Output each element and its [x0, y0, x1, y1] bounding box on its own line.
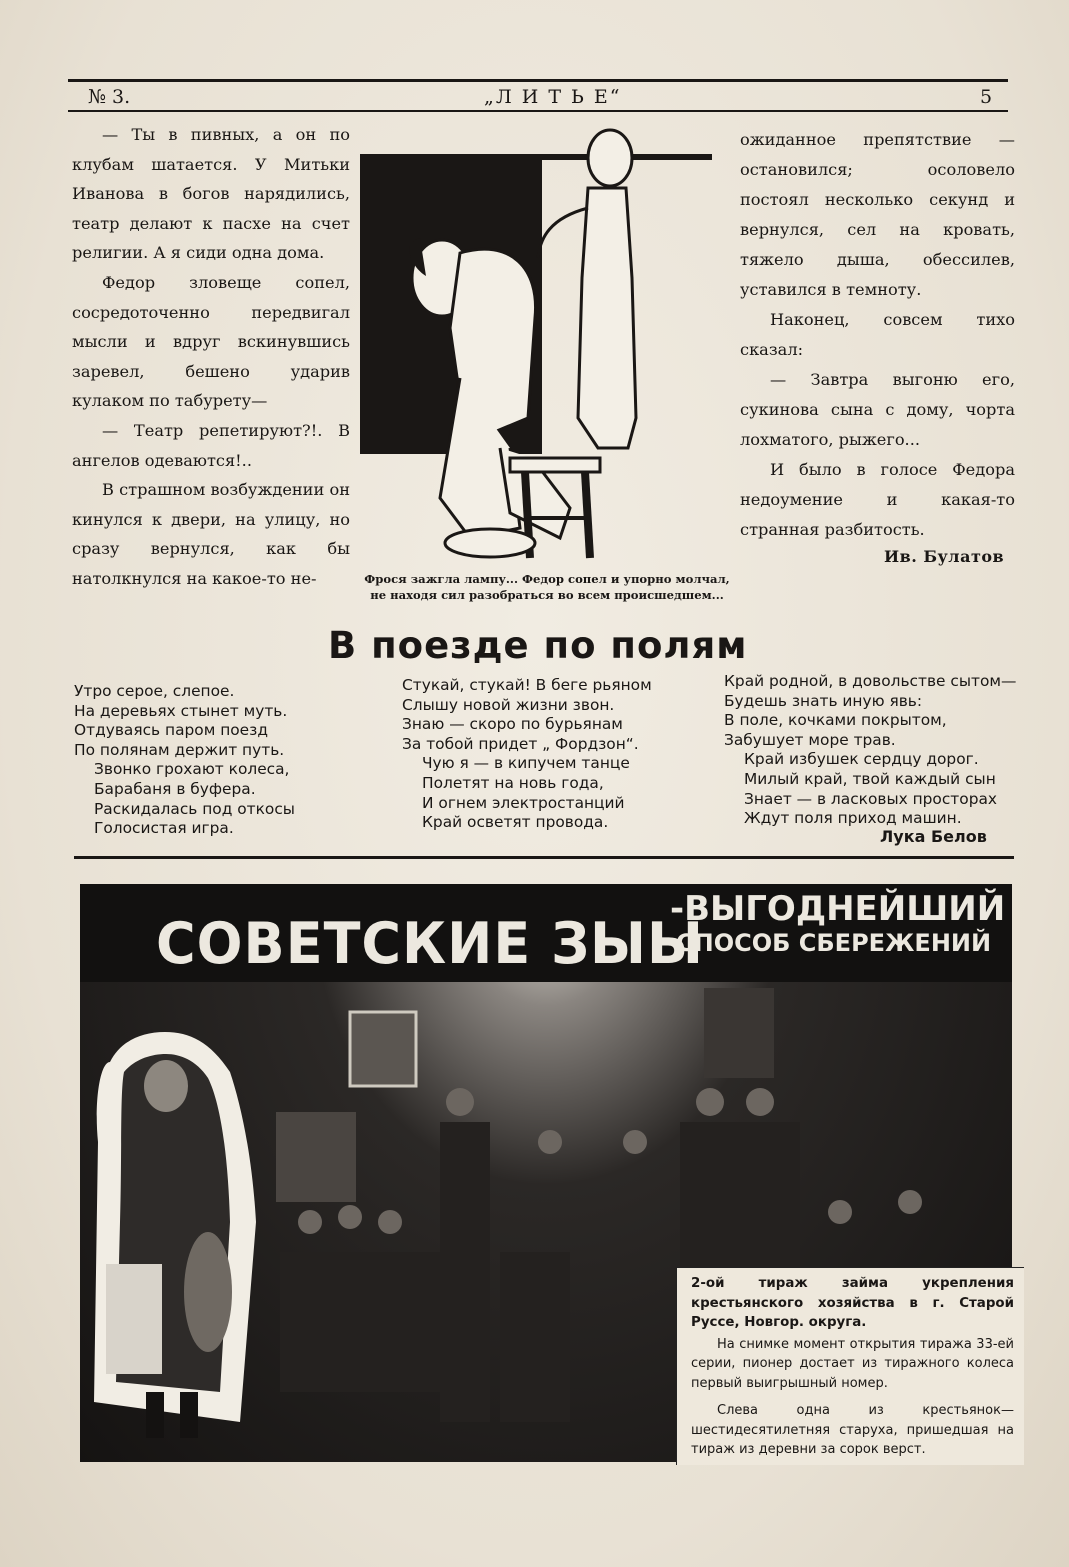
story-paragraph: В страшном возбуждении он кинулся к двери, на улицу, но сразу вернулся, как бы натолкнулся на какое-то не-: [72, 480, 350, 588]
photo-caption-text: Слева одна из крестьянок—шестидесятилетняя старуха, пришедшая на тираж из деревни за сорок верст.: [691, 1403, 1014, 1457]
banner-text-main: СОВЕТСКИЕ З: [156, 910, 591, 977]
illustration-caption: [362, 571, 732, 603]
poem-stanza-2: [402, 676, 652, 833]
poem-line: Слышу новой жизни звон.: [402, 695, 615, 714]
poem-line: Стукай, стукай! В беге рьяном: [402, 676, 652, 694]
poem-line: Голосистая игра.: [94, 819, 234, 838]
poem-line: Милый край, твой каждый сын: [744, 769, 996, 788]
poem-line: И огнем электростанций: [422, 793, 625, 812]
banner-line: -ВЫГОДНЕЙШИЙ: [670, 889, 1006, 929]
story-author: Ив. Булатов: [884, 547, 1005, 566]
story-paragraph: И было в голосе Федора недоумение и какая-то странная разбитость.: [740, 460, 1015, 539]
illustration-caption-line: не находя сил разобраться во всем происшедшем...: [370, 588, 724, 602]
poem-line: Чую я — в кипучем танце: [422, 754, 630, 773]
story-paragraph: — Завтра выгоню его, сукинова сына с дому, чорта лохматого, рыжего...: [740, 370, 1015, 449]
poem-author: Лука Белов: [880, 827, 987, 846]
poem-line: По полянам держит путь.: [74, 740, 285, 759]
poem-line: Утро серое, слепое.: [74, 682, 235, 700]
poem-line: Раскидалась под откосы: [94, 799, 295, 818]
journal-title: „Л И Т Ь Е“: [484, 86, 622, 108]
story-left-column: [72, 120, 350, 594]
header-top-rule: [68, 79, 1008, 82]
poem-line: Полетят на новь года,: [422, 773, 604, 792]
photo-caption-title: 2-ой тираж займа укрепления крестьянского хозяйства в г. Старой Руссе, Новгор. округа.: [691, 1276, 1014, 1330]
photo-caption-text: На снимке момент открытия тиража 33-ей серии, пионер достает из тиражного колеса первый выигрышный номер.: [691, 1336, 1014, 1391]
poem-line: Барабаня в буфера.: [94, 779, 256, 798]
poem-line: Ждут поля приход машин.: [744, 809, 962, 828]
story-right-column: [740, 125, 1015, 545]
banner-text-mid: ЫЫ: [590, 910, 704, 977]
story-illustration: [360, 118, 735, 570]
story-paragraph: — Ты в пивных, а он по клубам шатается. У Митьки Иванова в богов нарядились, театр делают к пасхе на счет религии. А я сиди одна дома.: [72, 125, 350, 263]
photo-caption: [676, 1267, 1024, 1465]
story-paragraph: — Театр репетируют?!. В ангелов одеваются!..: [72, 420, 350, 470]
poem-line: В поле, кочками покрытом,: [724, 711, 947, 730]
poem-line: Край осветят провода.: [422, 813, 609, 832]
illustration-caption-line: Фрося зажгла лампу... Федор сопел и упорно молчал,: [364, 572, 730, 586]
section-divider: [74, 856, 1014, 859]
poem-line: Забушует море трав.: [724, 730, 896, 749]
poem-line: Звонко грохают колеса,: [94, 760, 290, 779]
poem-stanza-1: [74, 682, 295, 839]
poem-stanza-3: [724, 672, 1016, 829]
page-number: 5: [980, 86, 993, 108]
header-bottom-rule: [68, 110, 1008, 112]
story-paragraph: Наконец, совсем тихо сказал:: [740, 310, 1015, 359]
banner-text-right: [670, 889, 1006, 960]
poem-line: Знает — в ласковых просторах: [744, 789, 997, 808]
poem-line: На деревьях стынет муть.: [74, 701, 288, 720]
poem-line: Будешь знать иную явь:: [724, 691, 923, 710]
story-paragraph: Федор зловеще сопел, сосредоточенно передвигал мысли и вдруг вскинувшись заревел, бешено ударив кулаком по табурету—: [72, 272, 350, 411]
poem-line: Край родной, в довольстве сытом—: [724, 672, 1017, 690]
poem-title: В поезде по полям: [328, 624, 748, 667]
banner-line: СПОСОБ СБЕРЕЖЕНИЙ: [676, 929, 992, 957]
poem-line: Край избушек сердцу дорог.: [744, 750, 979, 769]
poem-line: Знаю — скоро по бурьянам: [402, 715, 623, 734]
story-paragraph: ожиданное препятствие — остановился; осоловело постоял несколько секунд и вернулся, сел на кровать, тяжело дыша, обессилев, уставился в темноту.: [740, 130, 1015, 299]
poem-line: Отдуваясь паром поезд: [74, 721, 268, 740]
poem-line: За тобой придет „ Фордзон“.: [402, 734, 639, 753]
issue-number: № 3.: [88, 86, 131, 108]
